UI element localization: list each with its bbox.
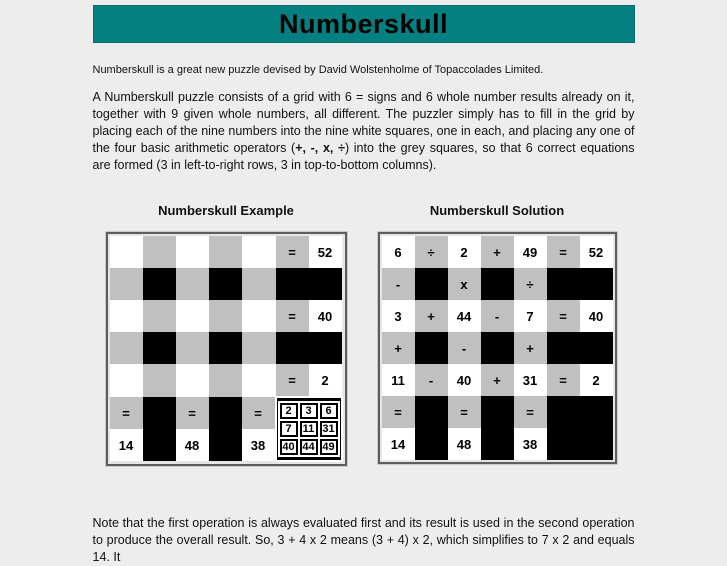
operator-cell	[110, 332, 143, 364]
operator-cell	[209, 300, 242, 332]
black-cell	[209, 332, 242, 364]
given-number-tile: 44	[300, 439, 318, 455]
operator-cell	[143, 364, 176, 397]
black-cell	[309, 332, 342, 364]
black-cell	[415, 396, 448, 428]
operator-cell: =	[514, 396, 547, 428]
black-cell	[309, 268, 342, 300]
operator-cell: +	[415, 300, 448, 332]
black-cell	[209, 429, 242, 461]
given-number-tile: 6	[320, 403, 338, 419]
number-cell: 2	[580, 364, 613, 396]
operator-cell: =	[547, 364, 580, 396]
operator-cell: ÷	[514, 268, 547, 300]
number-cell: 44	[448, 300, 481, 332]
black-cell	[143, 429, 176, 461]
number-cell: 52	[580, 236, 613, 268]
page-content	[93, 64, 635, 566]
given-number-tile: 40	[280, 439, 298, 455]
black-cell	[143, 397, 176, 429]
description-after-ops: ) into the grey squares, so that 6 correct equations are formed (3 in left-to-right rows, 3 in top-to-bottom columns).	[92, 141, 635, 172]
number-cell	[176, 300, 209, 332]
description-before-ops: A Numberskull puzzle consists of a grid with 6 = signs and 6 whole number results already on it, together with 9 given whole numbers, all different. The puzzler simply has to fill in the grid by placing each of the nine numbers into the nine white squares, one in each, and placing any one of the four basic arithmetic operators (	[92, 90, 635, 155]
given-number-tile: 49	[320, 439, 338, 455]
number-cell	[176, 236, 209, 268]
number-cell	[242, 300, 276, 332]
operator-cell: ÷	[415, 236, 448, 268]
black-cell	[547, 396, 580, 428]
given-number-tile: 31	[320, 421, 338, 437]
operator-cell: =	[110, 397, 143, 429]
title-bar	[93, 5, 635, 43]
operator-cell	[242, 268, 276, 300]
operator-cell	[143, 236, 176, 268]
black-cell	[415, 332, 448, 364]
black-cell	[209, 397, 242, 429]
number-cell	[110, 364, 143, 397]
operator-cell: -	[448, 332, 481, 364]
given-numbers-block	[276, 397, 342, 461]
operator-cell: -	[481, 300, 514, 332]
operator-cell	[176, 268, 209, 300]
page-title: Numberskull	[278, 9, 449, 39]
operator-cell: +	[514, 332, 547, 364]
operators-list: +, -, x, ÷	[295, 141, 345, 155]
operator-cell: -	[382, 268, 415, 300]
number-cell: 14	[110, 429, 143, 461]
solution-heading: Numberskull Solution	[429, 203, 565, 218]
black-cell	[580, 396, 613, 428]
black-cell	[276, 268, 309, 300]
given-number-tile: 2	[280, 403, 298, 419]
solution-section	[378, 203, 617, 469]
operator-cell	[176, 332, 209, 364]
operator-cell: +	[481, 364, 514, 396]
operator-cell: =	[242, 397, 276, 429]
number-cell: 48	[176, 429, 209, 461]
number-cell: 11	[382, 364, 415, 396]
description-paragraph	[93, 89, 635, 174]
operator-cell	[209, 364, 242, 397]
operator-cell: =	[176, 397, 209, 429]
solution-grid	[382, 236, 613, 460]
number-cell: 6	[382, 236, 415, 268]
puzzle-grids-row	[93, 203, 635, 471]
intro-paragraph: Numberskull is a great new puzzle devised by David Wolstenholme of Topaccolades Limited.	[92, 64, 544, 76]
black-cell	[481, 428, 514, 460]
number-cell: 7	[514, 300, 547, 332]
operator-cell: =	[276, 300, 309, 332]
operator-cell: =	[448, 396, 481, 428]
black-cell	[276, 332, 309, 364]
operator-cell: +	[481, 236, 514, 268]
black-cell	[547, 332, 580, 364]
number-cell: 48	[448, 428, 481, 460]
operator-cell: =	[547, 300, 580, 332]
number-cell	[110, 300, 143, 332]
black-cell	[547, 268, 580, 300]
black-cell	[143, 332, 176, 364]
operator-cell: =	[382, 396, 415, 428]
operator-cell: +	[382, 332, 415, 364]
number-cell: 14	[382, 428, 415, 460]
number-cell: 2	[309, 364, 342, 397]
black-cell	[481, 332, 514, 364]
example-section	[106, 203, 347, 471]
number-cell: 40	[309, 300, 342, 332]
operator-cell: =	[276, 236, 309, 268]
black-cell	[580, 332, 613, 364]
operator-cell: =	[547, 236, 580, 268]
black-cell	[580, 428, 613, 460]
number-cell: 40	[580, 300, 613, 332]
given-number-tile: 7	[280, 421, 298, 437]
number-cell: 40	[448, 364, 481, 396]
black-cell	[415, 428, 448, 460]
number-cell: 2	[448, 236, 481, 268]
number-cell: 3	[382, 300, 415, 332]
number-cell: 52	[309, 236, 342, 268]
number-cell: 38	[242, 429, 276, 461]
black-cell	[415, 268, 448, 300]
operator-cell	[110, 268, 143, 300]
number-cell	[110, 236, 143, 268]
number-cell	[176, 364, 209, 397]
black-cell	[481, 396, 514, 428]
operator-cell	[242, 332, 276, 364]
given-numbers-mini-grid	[278, 401, 340, 457]
number-cell	[242, 236, 276, 268]
black-cell	[209, 268, 242, 300]
operator-cell: -	[415, 364, 448, 396]
number-cell: 38	[514, 428, 547, 460]
example-heading: Numberskull Example	[158, 203, 294, 218]
black-cell	[481, 268, 514, 300]
example-grid-frame	[106, 232, 347, 466]
operator-cell	[143, 300, 176, 332]
given-number-tile: 3	[300, 403, 318, 419]
black-cell	[580, 268, 613, 300]
black-cell	[547, 428, 580, 460]
example-grid	[110, 236, 343, 462]
number-cell: 49	[514, 236, 547, 268]
note-paragraph: Note that the first operation is always evaluated first and its result is used in the second operation to produce the overall result. So, 3 + 4 x 2 means (3 + 4) x 2, which simplifies to 7 x 2 and equals 14. It	[92, 516, 635, 564]
operator-cell: =	[276, 364, 309, 397]
number-cell: 31	[514, 364, 547, 396]
solution-grid-frame	[378, 232, 617, 464]
operator-cell	[209, 236, 242, 268]
number-cell	[242, 364, 276, 397]
black-cell	[143, 268, 176, 300]
given-number-tile: 11	[300, 421, 318, 437]
operator-cell: x	[448, 268, 481, 300]
